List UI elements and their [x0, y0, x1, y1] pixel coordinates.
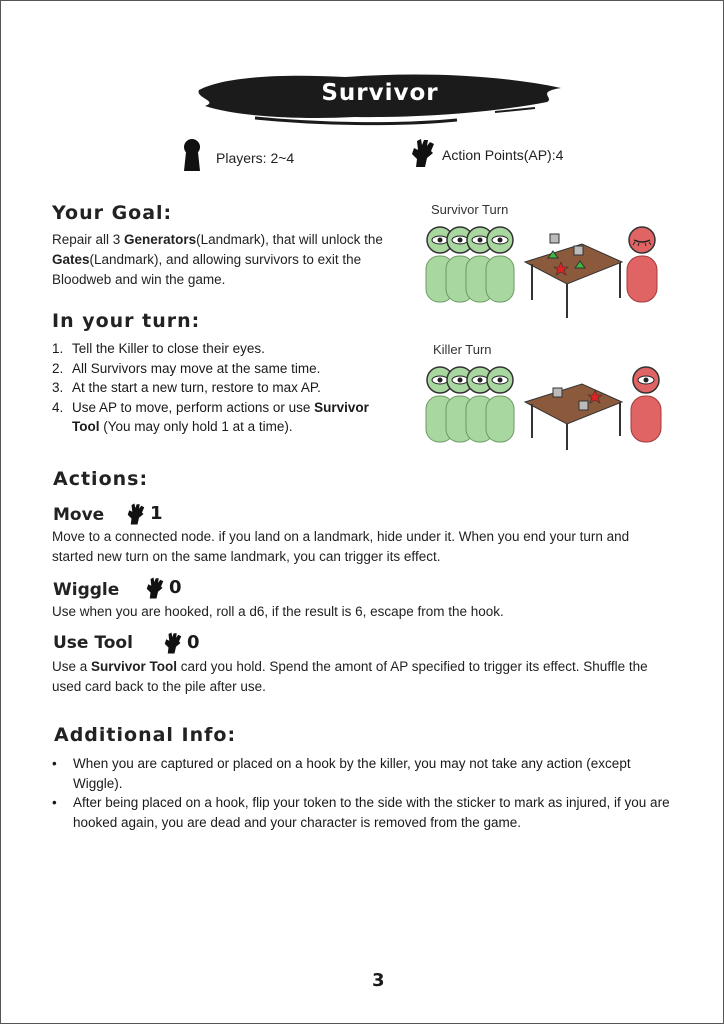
step-number: 1. — [52, 341, 64, 356]
survivor-figures — [426, 367, 514, 442]
fist-icon — [144, 576, 166, 600]
goal-text — [52, 230, 397, 290]
step-text: (You may only hold 1 at a time). — [99, 419, 293, 434]
survivor-turn-label: Survivor Turn — [431, 202, 509, 217]
fist-icon — [409, 137, 437, 169]
goal-heading: Your Goal: — [52, 202, 173, 224]
additional-info-heading: Additional Info: — [54, 724, 237, 746]
gates-term: Gates — [52, 252, 90, 267]
game-table — [525, 384, 622, 450]
page-title: Survivor — [321, 80, 439, 106]
survivor-tool-term: Survivor Tool — [91, 659, 178, 674]
use-tool-text-part: card you hold. Spend the amont of AP specified to trigger its effect. Shuffle the used card back to the pile after use. — [52, 659, 648, 694]
wiggle-action-name: Wiggle — [53, 580, 120, 600]
goal-text-part: (Landmark), and allowing survivors to exit the Bloodweb and win the game. — [52, 252, 362, 287]
step-text: Tell the Killer to close their eyes. — [72, 341, 265, 356]
turn-steps — [52, 339, 400, 437]
killer-turn-illustration — [422, 362, 672, 452]
step-text: Use AP to move, perform actions or use — [72, 399, 315, 415]
step-text: All Survivors may move at the same time. — [72, 360, 321, 376]
survivor-figures — [426, 227, 514, 302]
game-table — [525, 234, 622, 318]
use-tool-ap-cost: 0 — [187, 632, 200, 653]
use-tool-description — [52, 657, 672, 697]
generators-term: Generators — [124, 232, 197, 247]
use-tool-text-part: Use a — [52, 659, 92, 674]
turn-heading: In your turn: — [52, 310, 201, 332]
killer-turn-label: Killer Turn — [433, 342, 492, 357]
list-item — [52, 378, 400, 398]
goal-text-part: Repair all 3 — [52, 232, 125, 247]
killer-figure — [631, 367, 661, 442]
list-item — [52, 398, 400, 437]
list-item — [52, 359, 400, 379]
move-description: Move to a connected node. if you land on a landmark, hide under it. When you end your turn and started new turn on the same landmark, you can trigger its effect. — [52, 529, 630, 564]
step-number: 4. — [52, 399, 64, 415]
fist-icon — [125, 502, 147, 526]
page-number: 3 — [372, 970, 385, 991]
action-points: Action Points(AP):4 — [442, 147, 564, 163]
actions-heading: Actions: — [53, 468, 149, 490]
wiggle-description: Use when you are hooked, roll a d6, if the result is 6, escape from the hook. — [52, 604, 504, 619]
players-count: Players: 2~4 — [216, 150, 295, 166]
list-item — [52, 339, 400, 359]
list-item: • After being placed on a hook, flip your token to the side with the sticker to mark as injured, if you are hooked again, you are dead and your character is removed from the game. — [52, 793, 672, 832]
killer-figure — [627, 227, 657, 302]
goal-text-part: (Landmark), that will unlock the — [196, 232, 383, 247]
survivor-turn-illustration — [422, 222, 672, 322]
list-item: • When you are captured or placed on a hook by the killer, you may not take any action (except Wiggle). — [52, 754, 672, 793]
use-tool-action-name: Use Tool — [53, 633, 133, 653]
move-ap-cost: 1 — [150, 503, 163, 524]
move-action-name: Move — [53, 505, 105, 525]
fist-icon — [162, 631, 184, 655]
step-text: At the start a new turn, restore to max AP. — [72, 380, 321, 395]
survivor-tool-term: Survivor Tool — [72, 399, 369, 434]
step-number: 3. — [52, 380, 64, 395]
wiggle-ap-cost: 0 — [169, 577, 182, 598]
additional-info-list — [52, 754, 672, 832]
player-pawn-icon — [181, 138, 203, 172]
step-number: 2. — [52, 360, 64, 376]
